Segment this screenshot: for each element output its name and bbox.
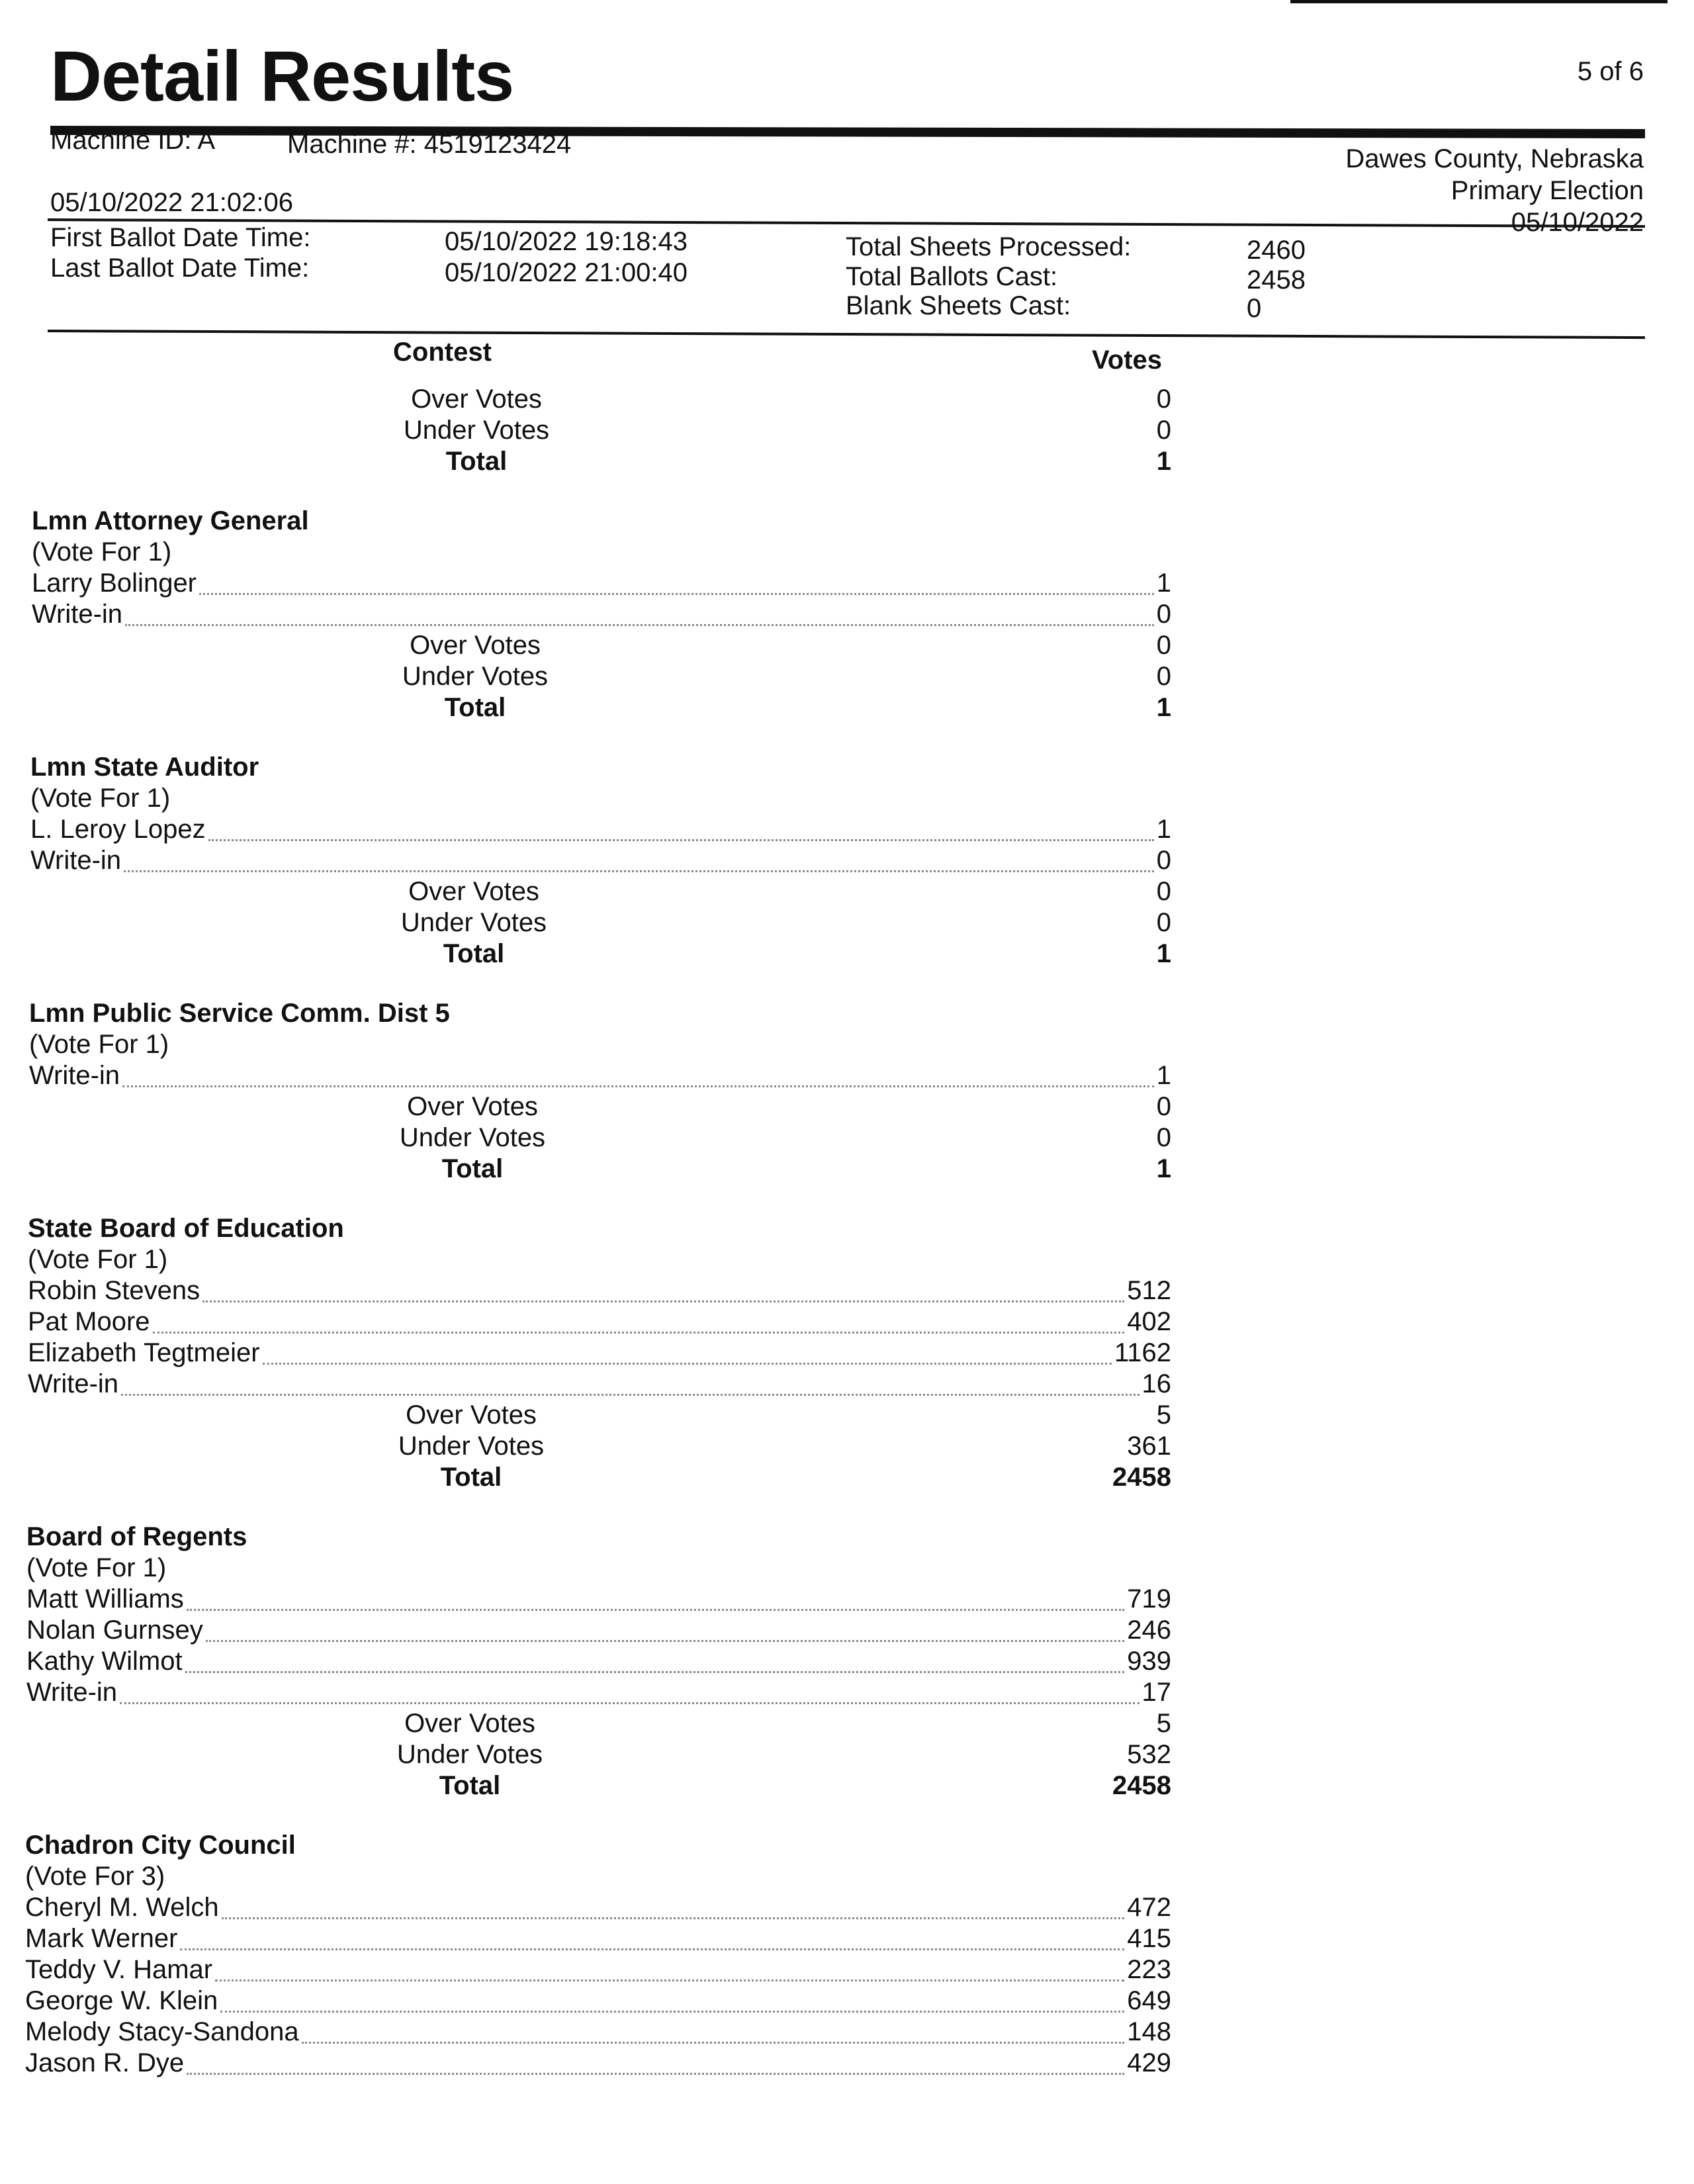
election-name: Primary Election <box>1450 176 1644 205</box>
candidate-row <box>25 1892 1171 1923</box>
total-label: Total <box>444 693 506 722</box>
candidate-row <box>25 2048 1171 2079</box>
candidate-votes: 402 <box>1127 1307 1171 1336</box>
total-row <box>29 1154 1171 1185</box>
scan-edge-line <box>1290 0 1668 3</box>
total-sheets-value: 2460 <box>1247 236 1306 265</box>
total-sheets-label: Total Sheets Processed: <box>846 232 1132 261</box>
dot-leader <box>220 2011 1124 2013</box>
election-date: 05/10/2022 <box>1511 208 1644 237</box>
candidate-name: Cheryl M. Welch <box>25 1893 219 1922</box>
candidate-row <box>30 814 1171 845</box>
candidate-name: Write-in <box>28 1369 119 1398</box>
contest-block <box>28 1213 1171 1493</box>
candidate-row <box>26 1646 1171 1677</box>
blank-sheets-value: 0 <box>1247 294 1262 323</box>
candidate-name: Teddy V. Hamar <box>25 1955 213 1984</box>
candidate-name: L. Leroy Lopez <box>30 815 206 844</box>
candidate-row <box>32 599 1171 630</box>
under-votes-label: Under Votes <box>398 1432 545 1461</box>
under-votes-label: Under Votes <box>402 662 549 691</box>
candidate-votes: 1162 <box>1114 1338 1171 1367</box>
under-votes-value: 0 <box>1156 1123 1171 1152</box>
candidate-name: Write-in <box>32 600 123 629</box>
total-row <box>26 1770 1171 1801</box>
contest-column-header: Contest <box>393 338 492 367</box>
dot-leader <box>206 1640 1124 1642</box>
over-votes-value: 0 <box>1156 385 1171 414</box>
under-votes-row <box>26 1739 1171 1770</box>
total-row <box>30 938 1171 970</box>
candidate-name: Robin Stevens <box>28 1276 201 1305</box>
vote-for: (Vote For 1) <box>28 1245 168 1274</box>
blank-sheets-label: Blank Sheets Cast: <box>846 291 1071 320</box>
total-label: Total <box>441 1154 504 1183</box>
under-votes-row <box>28 1431 1171 1462</box>
candidate-row <box>26 1584 1171 1615</box>
divider <box>48 330 1645 339</box>
under-votes-row <box>32 661 1171 692</box>
first-ballot-label: First Ballot Date Time: <box>50 223 311 252</box>
over-votes-value: 0 <box>1156 877 1171 906</box>
dot-leader <box>208 839 1154 841</box>
total-value: 1 <box>1156 939 1171 968</box>
candidate-votes: 1 <box>1156 815 1171 844</box>
candidate-row <box>26 1677 1171 1708</box>
candidate-row <box>25 1985 1171 2017</box>
dot-leader <box>124 870 1154 872</box>
machine-id: Machine ID: A <box>50 126 216 155</box>
contest-block <box>29 998 1171 1185</box>
county: Dawes County, Nebraska <box>1345 144 1644 173</box>
last-ballot-label: Last Ballot Date Time: <box>50 253 310 283</box>
contest-block <box>32 506 1171 723</box>
contest-name: Chadron City Council <box>25 1831 296 1860</box>
report-datetime: 05/10/2022 21:02:06 <box>50 188 294 217</box>
under-votes-value: 532 <box>1127 1740 1171 1769</box>
vote-for: (Vote For 1) <box>32 537 172 567</box>
contest-list <box>25 384 1171 2107</box>
under-votes-label: Under Votes <box>403 416 550 445</box>
contest-name: Board of Regents <box>26 1522 247 1551</box>
contest-block <box>30 752 1171 970</box>
candidate-votes: 649 <box>1127 1986 1171 2015</box>
total-ballots-label: Total Ballots Cast: <box>846 262 1058 291</box>
candidate-votes: 1 <box>1156 569 1171 598</box>
candidate-votes: 939 <box>1127 1647 1171 1676</box>
under-votes-label: Under Votes <box>400 908 547 937</box>
dot-leader <box>202 1300 1124 1302</box>
candidate-row <box>29 1060 1171 1091</box>
candidate-name: Write-in <box>29 1061 120 1090</box>
over-votes-label: Over Votes <box>404 1709 535 1738</box>
total-row <box>32 692 1171 723</box>
candidate-votes: 17 <box>1141 1678 1171 1707</box>
candidate-row <box>28 1338 1171 1369</box>
page-title: Detail Results <box>50 36 514 116</box>
dot-leader <box>125 624 1154 626</box>
under-votes-value: 0 <box>1156 662 1171 691</box>
over-votes-row <box>32 630 1171 661</box>
candidate-name: Pat Moore <box>28 1307 150 1336</box>
under-votes-label: Under Votes <box>396 1740 543 1769</box>
over-votes-value: 0 <box>1156 631 1171 660</box>
contest-block <box>33 384 1171 477</box>
candidate-name: Mark Werner <box>25 1924 178 1953</box>
over-votes-value: 5 <box>1156 1709 1171 1738</box>
dot-leader <box>215 1979 1124 1981</box>
dot-leader <box>153 1332 1125 1334</box>
total-value: 1 <box>1156 693 1171 722</box>
total-value: 1 <box>1156 447 1171 476</box>
total-label: Total <box>440 1463 502 1492</box>
contest-block <box>26 1522 1171 1801</box>
candidate-row <box>30 845 1171 876</box>
candidate-name: Kathy Wilmot <box>26 1647 183 1676</box>
total-value: 2458 <box>1112 1463 1171 1492</box>
under-votes-row <box>30 907 1171 938</box>
under-votes-label: Under Votes <box>399 1123 546 1152</box>
over-votes-label: Over Votes <box>410 631 541 660</box>
over-votes-value: 5 <box>1156 1400 1171 1430</box>
candidate-name: Nolan Gurnsey <box>26 1615 203 1645</box>
over-votes-label: Over Votes <box>411 385 542 414</box>
contest-name: Lmn Public Service Comm. Dist 5 <box>29 999 450 1028</box>
candidate-name: Matt Williams <box>26 1584 184 1614</box>
candidate-row <box>25 2017 1171 2048</box>
under-votes-row <box>33 415 1171 446</box>
contest-name: Lmn Attorney General <box>32 506 309 535</box>
dot-leader <box>121 1394 1139 1396</box>
under-votes-value: 0 <box>1156 416 1171 445</box>
candidate-votes: 0 <box>1156 846 1171 875</box>
over-votes-row <box>30 876 1171 907</box>
candidate-row <box>28 1369 1171 1400</box>
contest-block <box>25 1830 1171 2079</box>
over-votes-row <box>29 1091 1171 1122</box>
over-votes-row <box>33 384 1171 415</box>
over-votes-label: Over Votes <box>407 1092 538 1121</box>
votes-column-header: Votes <box>1092 345 1162 375</box>
candidate-votes: 719 <box>1127 1584 1171 1614</box>
vote-for: (Vote For 1) <box>26 1553 167 1582</box>
over-votes-label: Over Votes <box>408 877 539 906</box>
first-ballot-value: 05/10/2022 19:18:43 <box>445 227 688 256</box>
page-number: 5 of 6 <box>1577 57 1644 86</box>
vote-for: (Vote For 3) <box>25 1862 165 1891</box>
total-label: Total <box>443 939 505 968</box>
dot-leader <box>263 1363 1112 1365</box>
candidate-name: Elizabeth Tegtmeier <box>28 1338 260 1367</box>
vote-for: (Vote For 1) <box>30 784 171 813</box>
dot-leader <box>199 593 1154 595</box>
total-value: 1 <box>1156 1154 1171 1183</box>
under-votes-row <box>29 1122 1171 1154</box>
dot-leader <box>187 1609 1124 1611</box>
over-votes-row <box>28 1400 1171 1431</box>
candidate-name: Larry Bolinger <box>32 569 197 598</box>
total-row <box>33 446 1171 477</box>
candidate-row <box>28 1306 1171 1338</box>
dot-leader <box>122 1085 1154 1087</box>
machine-number: Machine #: 4519123424 <box>287 130 572 159</box>
candidate-row <box>32 568 1171 599</box>
dot-leader <box>187 2073 1124 2075</box>
candidate-row <box>28 1275 1171 1306</box>
total-ballots-value: 2458 <box>1247 265 1306 295</box>
dot-leader <box>120 1702 1139 1704</box>
last-ballot-value: 05/10/2022 21:00:40 <box>445 258 688 287</box>
candidate-votes: 0 <box>1156 600 1171 629</box>
candidate-name: Write-in <box>26 1678 118 1707</box>
candidate-votes: 1 <box>1156 1061 1171 1090</box>
candidate-votes: 148 <box>1127 2017 1171 2046</box>
candidate-votes: 246 <box>1127 1615 1171 1645</box>
candidate-votes: 415 <box>1127 1924 1171 1953</box>
over-votes-row <box>26 1708 1171 1739</box>
candidate-row <box>25 1954 1171 1985</box>
candidate-votes: 16 <box>1141 1369 1171 1398</box>
contest-name: Lmn State Auditor <box>30 752 259 782</box>
over-votes-label: Over Votes <box>406 1400 537 1430</box>
candidate-name: Jason R. Dye <box>25 2048 185 2077</box>
candidate-row <box>26 1615 1171 1646</box>
candidate-votes: 429 <box>1127 2048 1171 2077</box>
total-label: Total <box>439 1771 501 1800</box>
total-row <box>28 1462 1171 1493</box>
vote-for: (Vote For 1) <box>29 1030 169 1059</box>
candidate-name: Melody Stacy-Sandona <box>25 2017 299 2046</box>
candidate-name: Write-in <box>30 846 122 875</box>
candidate-votes: 223 <box>1127 1955 1171 1984</box>
candidate-votes: 472 <box>1127 1893 1171 1922</box>
over-votes-value: 0 <box>1156 1092 1171 1121</box>
dot-leader <box>180 1948 1124 1950</box>
dot-leader <box>302 2042 1125 2044</box>
dot-leader <box>185 1671 1125 1673</box>
under-votes-value: 361 <box>1127 1432 1171 1461</box>
total-label: Total <box>445 447 508 476</box>
candidate-votes: 512 <box>1127 1276 1171 1305</box>
under-votes-value: 0 <box>1156 908 1171 937</box>
dot-leader <box>222 1917 1125 1919</box>
contest-name: State Board of Education <box>28 1214 344 1243</box>
total-value: 2458 <box>1112 1771 1171 1800</box>
candidate-row <box>25 1923 1171 1954</box>
candidate-name: George W. Klein <box>25 1986 218 2015</box>
